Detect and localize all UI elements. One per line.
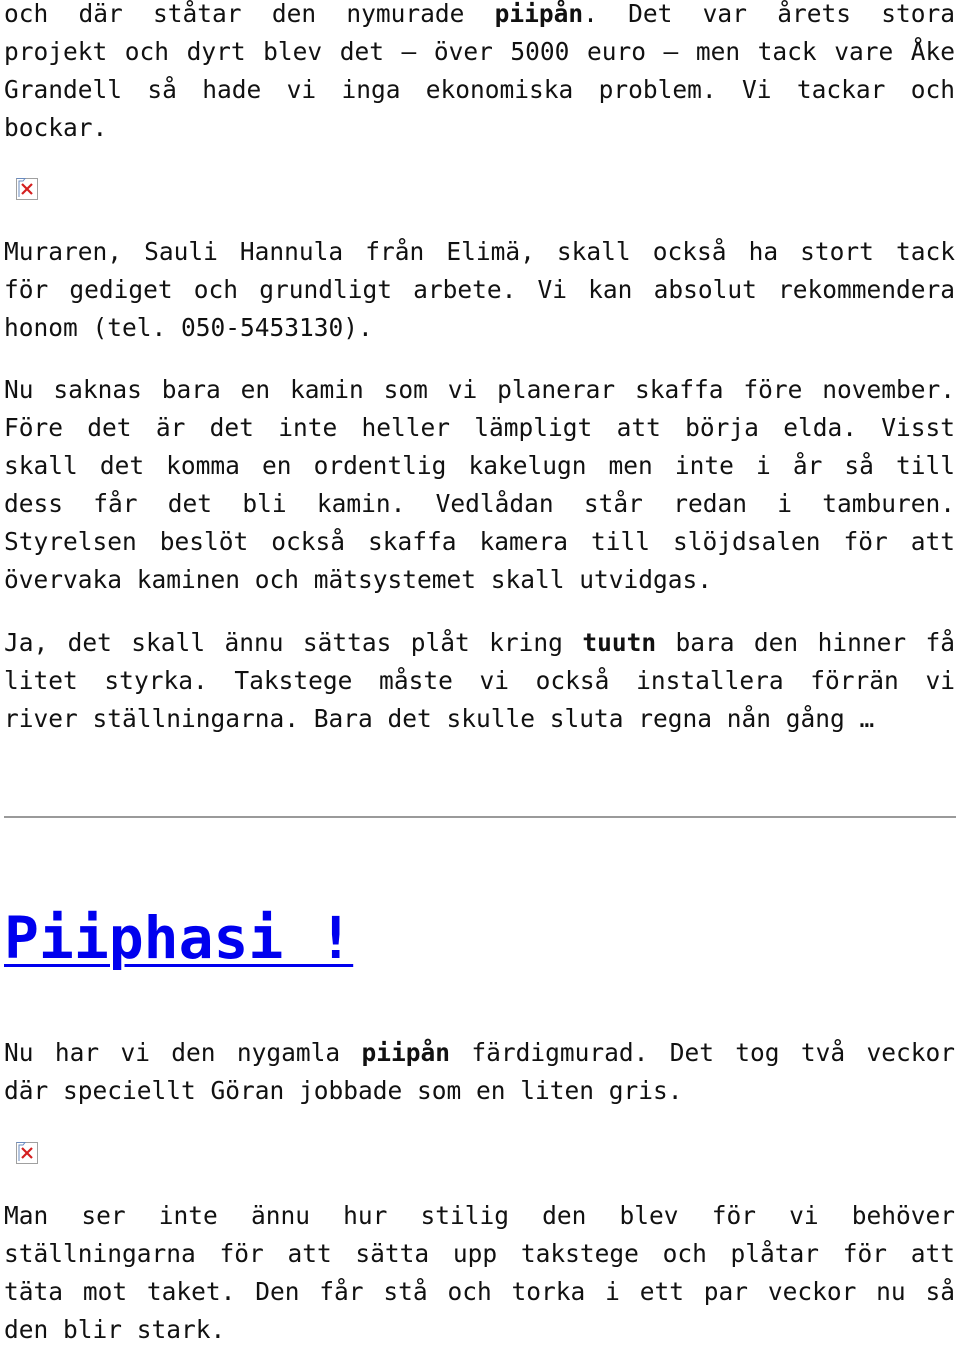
paragraph-line: Ja, det skall ännu sättas plåt kring tuutn bara den hinner få	[4, 628, 955, 657]
paragraph-line: dess får det bli kamin. Vedlådan står redan i tamburen.	[4, 489, 955, 518]
bold-word: tuutn	[582, 628, 657, 657]
paragraph-line: och där ståtar den nymurade piipån. Det var årets stora	[4, 0, 955, 28]
paragraph-line: litet styrka. Takstege måste vi också installera förrän vi	[4, 666, 955, 695]
paragraph-line: där speciellt Göran jobbade som en liten gris.	[4, 1076, 683, 1105]
paragraph-line: Nu har vi den nygamla piipån färdigmurad. Det tog två veckor	[4, 1038, 955, 1067]
paragraph-line: projekt och dyrt blev det – över 5000 euro – men tack vare Åke	[4, 37, 955, 66]
paragraph-line: för gediget och grundligt arbete. Vi kan absolut rekommendera	[4, 275, 955, 304]
paragraph-line: Nu saknas bara en kamin som vi planerar skaffa före november.	[4, 375, 955, 404]
paragraph-line: Grandell så hade vi inga ekonomiska problem. Vi tackar och	[4, 75, 955, 104]
post-title-link[interactable]: Piiphasi !	[4, 904, 354, 972]
bold-word: piipån	[494, 0, 584, 28]
paragraph-line: ställningarna för att sätta upp takstege och plåtar för att	[4, 1239, 955, 1268]
paragraph-line: den blir stark.	[4, 1315, 226, 1344]
post-title	[4, 902, 353, 974]
paragraph-line: bockar.	[4, 113, 108, 142]
paragraph-line: skall det komma en ordentlig kakelugn men inte i år så till	[4, 451, 955, 480]
broken-image-icon	[16, 178, 38, 200]
post-divider	[4, 816, 956, 818]
paragraph-line: Muraren, Sauli Hannula från Elimä, skall också ha stort tack	[4, 237, 955, 266]
paragraph-line: river ställningarna. Bara det skulle sluta regna nån gång …	[4, 704, 875, 733]
paragraph-line: Man ser inte ännu hur stilig den blev för vi behöver	[4, 1201, 955, 1230]
broken-image-icon	[16, 1142, 38, 1164]
paragraph-line: Före det är det inte heller lämpligt att börja elda. Visst	[4, 413, 955, 442]
paragraph-line: Styrelsen beslöt också skaffa kamera till slöjdsalen för att	[4, 527, 955, 556]
paragraph-line: honom (tel. 050-5453130).	[4, 313, 373, 342]
bold-word: piipån	[361, 1038, 450, 1067]
paragraph-line: övervaka kaminen och mätsystemet skall utvidgas.	[4, 565, 713, 594]
paragraph-line: täta mot taket. Den får stå och torka i ett par veckor nu så	[4, 1277, 955, 1306]
